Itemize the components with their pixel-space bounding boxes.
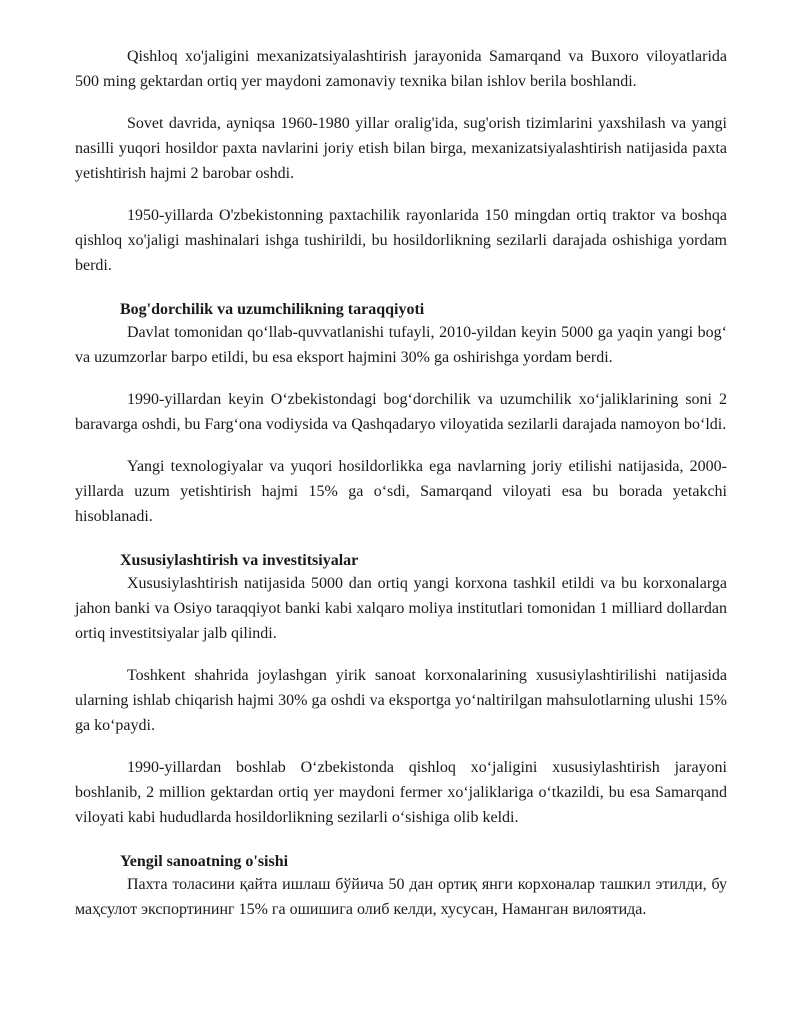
- paragraph: Qishloq xo'jaligini mexanizatsiyalashtirish jarayonida Samarqand va Buxoro viloyatlarida 500 ming gektardan ortiq yer maydoni zamonaviy texnika bilan ishlov berila boshlandi.: [75, 48, 727, 90]
- paragraph: 1950-yillarda O'zbekistonning paxtachilik rayonlarida 150 mingdan ortiq traktor va boshqa qishloq xo'jaligi mashinalari ishga tushirildi, bu hosildorlikning sezilarli darajada oshishiga yordam berdi.: [75, 207, 727, 274]
- paragraph: Toshkent shahrida joylashgan yirik sanoat korxonalarining xususiylashtirilishi natijasida ularning ishlab chiqarish hajmi 30% ga oshdi va eksportga yo‘naltirilgan mahsulotlarning ulushi 15% ga ko‘paydi.: [75, 667, 727, 734]
- paragraph: 1990-yillardan boshlab O‘zbekistonda qishloq xo‘jaligini xususiylashtirish jarayoni boshlanib, 2 million gektardan ortiq yer maydoni fermer xo‘jaliklariga o‘tkazildi, bu esa Samarqand viloyati kabi hududlarda hosildorlikning sezilarli o‘sishiga olib keldi.: [75, 759, 727, 826]
- paragraph: Davlat tomonidan qo‘llab-quvvatlanishi tufayli, 2010-yildan keyin 5000 ga yaqin yangi bog‘ va uzumzorlar barpo etildi, bu esa eksport hajmini 30% ga oshirishga yordam berdi.: [75, 324, 727, 366]
- paragraph: Yangi texnologiyalar va yuqori hosildorlikka ega navlarning joriy etilishi natijasida, 2000-yillarda uzum yetishtirish hajmi 15% ga o‘sdi, Samarqand viloyati esa bu borada yetakchi hisoblanadi.: [75, 458, 727, 525]
- paragraph: Пахта толасини қайта ишлаш бўйича 50 дан ортиқ янги корхоналар ташкил этилди, бу маҳсулот экспортининг 15% га ошишига олиб келди, хусусан, Наманган вилоятида.: [75, 876, 727, 918]
- paragraph: Xususiylashtirish natijasida 5000 dan ortiq yangi korxona tashkil etildi va bu korxonalarga jahon banki va Osiyo taraqqiyot banki kabi xalqaro moliya institutlari tomonidan 1 milliard dollardan ortiq investitsiyalar jalb qilindi.: [75, 575, 727, 642]
- section-heading: Bog'dorchilik va uzumchilikning taraqqiyoti: [120, 301, 425, 318]
- paragraph: Sovet davrida, ayniqsa 1960-1980 yillar oralig'ida, sug'orish tizimlarini yaxshilash va yangi nasilli yuqori hosildor paxta navlarini joriy etish bilan birga, mexanizatsiyalashtirish natijasida paxta yetishtirish hajmi 2 barobar oshdi.: [75, 115, 727, 182]
- section-heading: Xususiylashtirish va investitsiyalar: [120, 552, 359, 569]
- section-heading: Yengil sanoatning o'sishi: [120, 853, 289, 870]
- paragraph: 1990-yillardan keyin O‘zbekistondagi bog‘dorchilik va uzumchilik xo‘jaliklarining soni 2 baravarga oshdi, bu Farg‘ona vodiysida va Qashqadaryo viloyatida sezilarli darajada namoyon bo‘ldi.: [75, 391, 727, 433]
- document-page: [75, 44, 727, 939]
